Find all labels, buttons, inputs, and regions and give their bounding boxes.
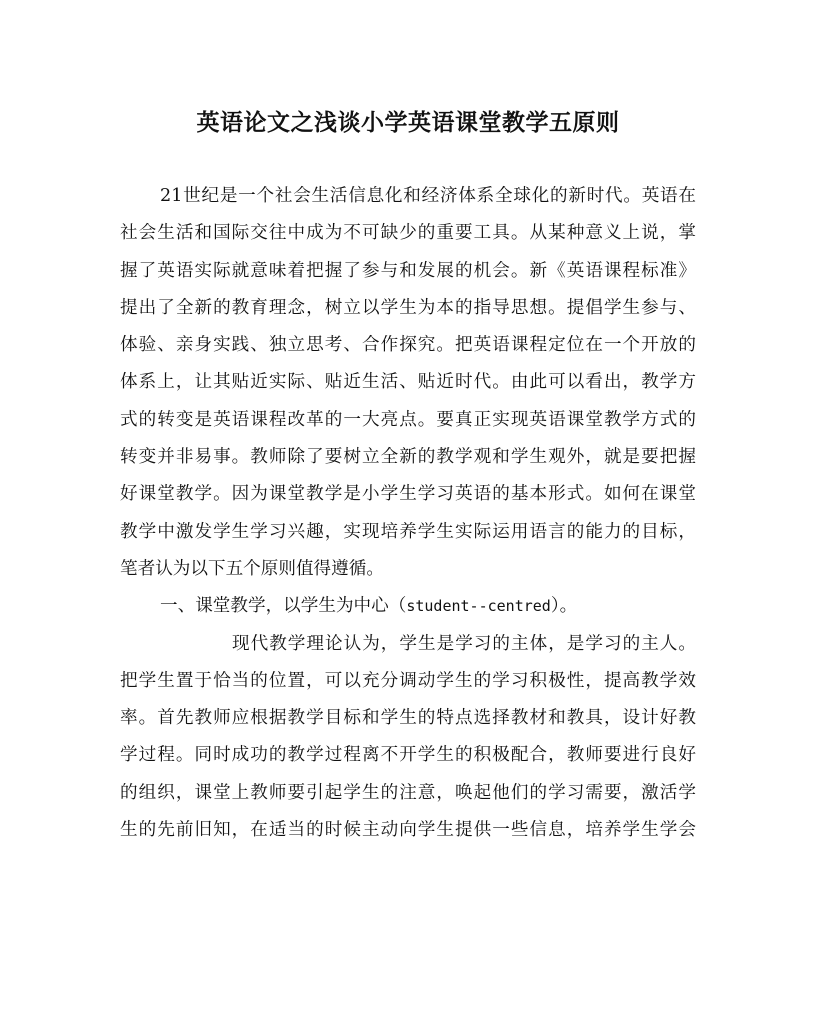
paragraph-line: 现代教学理论认为，学生是学习的主体，是学习的主人。 [232, 633, 696, 654]
section-heading [120, 588, 696, 625]
heading-suffix: ）。 [550, 596, 578, 617]
heading-term: student--centred [406, 597, 551, 616]
paragraph-line: 握了英语实际就意味着把握了参与和发展的机会。新《英语课程标准》 [120, 260, 696, 281]
paragraph-line: 学过程。同时成功的教学过程离不开学生的积极配合，教师要进行良好 [120, 745, 696, 766]
paragraph-line: 把学生置于恰当的位置，可以充分调动学生的学习积极性，提高教学效 [120, 670, 696, 691]
paragraph-line: 式的转变是英语课程改革的一大亮点。要真正实现英语课堂教学方式的 [120, 409, 696, 430]
document-title: 英语论文之浅谈小学英语课堂教学五原则 [196, 109, 620, 136]
document-body [120, 178, 696, 849]
paragraph-line: 的组织，课堂上教师要引起学生的注意，唤起他们的学习需要，激活学 [120, 782, 696, 803]
paragraph-line: 教学中激发学生学习兴趣，实现培养学生实际运用语言的能力的目标， [120, 521, 696, 542]
paragraph-line: 社会生活和国际交往中成为不可缺少的重要工具。从某种意义上说，掌 [120, 223, 696, 244]
paragraph-line: 好课堂教学。因为课堂教学是小学生学习英语的基本形式。如何在课堂 [120, 484, 696, 505]
paragraph-line: 提出了全新的教育理念，树立以学生为本的指导思想。提倡学生参与、 [120, 297, 696, 318]
paragraph-line: 体验、亲身实践、独立思考、合作探究。把英语课程定位在一个开放的 [120, 335, 696, 356]
paragraph-line: 体系上，让其贴近实际、贴近生活、贴近时代。由此可以看出，教学方 [120, 372, 696, 393]
paragraph-line: 转变并非易事。教师除了要树立全新的教学观和学生观外，就是要把握 [120, 447, 696, 468]
paragraph-line: 笔者认为以下五个原则值得遵循。 [120, 558, 384, 579]
heading-prefix: 一、课堂教学，以学生为中心（ [160, 596, 407, 617]
paragraph-line: 率。首先教师应根据教学目标和学生的特点选择教材和教具，设计好教 [120, 708, 696, 729]
paragraph-line: 21世纪是一个社会生活信息化和经济体系全球化的新时代。英语在 [160, 186, 696, 206]
paragraph-line: 生的先前旧知，在适当的时候主动向学生提供一些信息，培养学生学会 [120, 820, 696, 841]
